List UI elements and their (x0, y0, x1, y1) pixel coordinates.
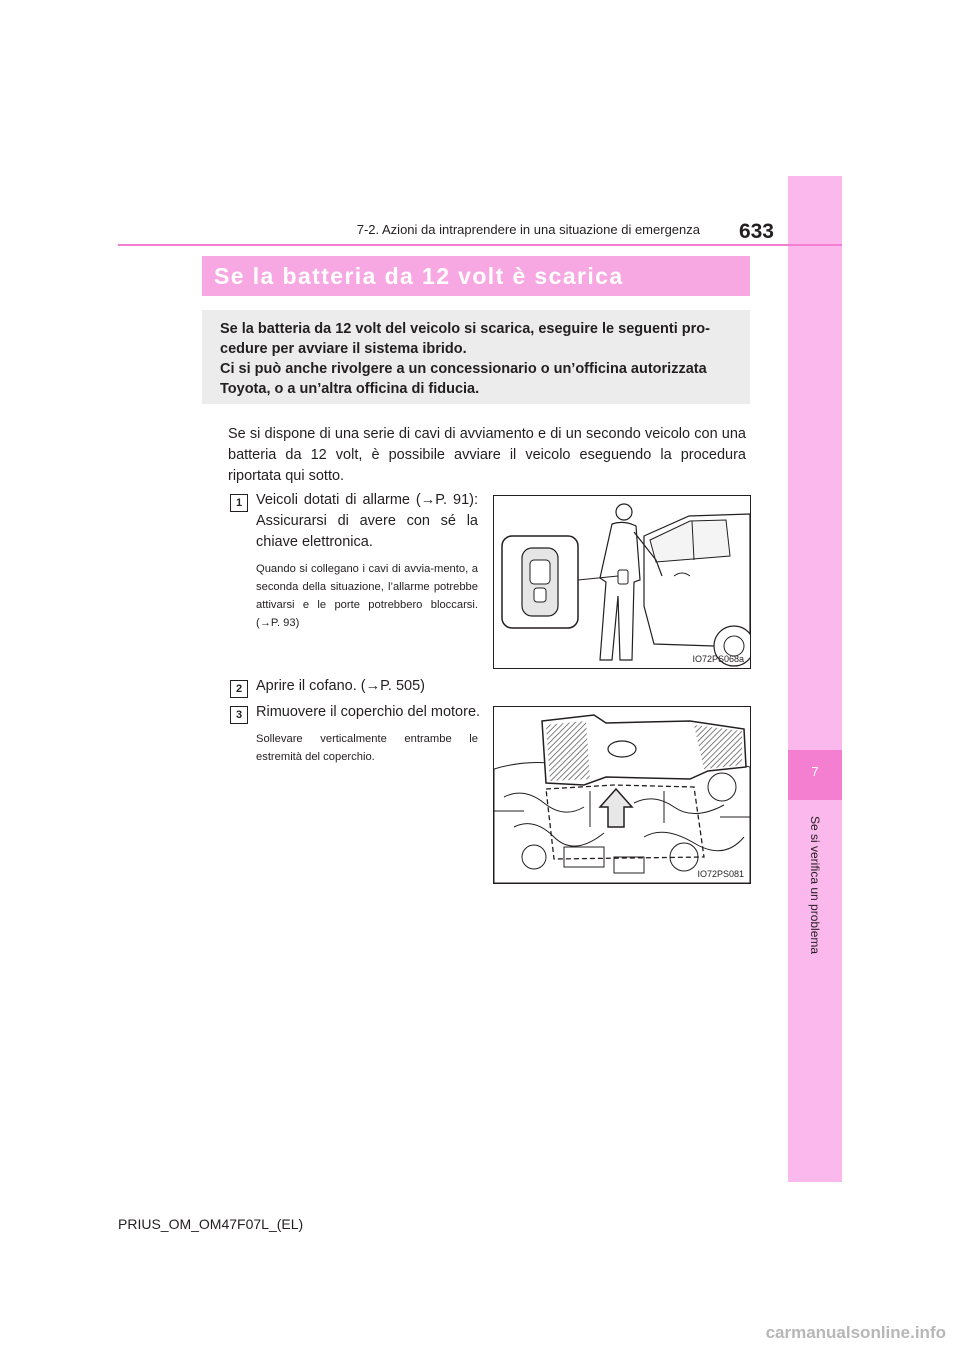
body-paragraph: Se si dispone di una serie di cavi di avviamento e di un secondo veicolo con una batteria da 12 volt, è possibile avviare il veicolo eseguendo la procedura riportata qui sotto. (228, 426, 746, 484)
intro-line: Se la batteria da 12 volt del veicolo si scarica, eseguire le seguenti pro- (220, 321, 710, 337)
intro-text (220, 319, 742, 399)
intro-line: Toyota, o a un’altra officina di fiducia. (220, 381, 480, 397)
engine-cover-illustration (494, 707, 750, 883)
car-window (650, 520, 730, 562)
figure-code: IO72PS081 (697, 869, 744, 879)
step-number-1: 1 (230, 494, 248, 512)
chapter-number: 7 (811, 764, 819, 779)
step-1-note: Quando si collegano i cavi di avvia-mento, a seconda della situazione, l’allarme potrebbe attivarsi e le porte potrebbero bloccarsi. (→P. 93) (256, 563, 478, 629)
step-number-2: 2 (230, 680, 248, 698)
figure-engine-cover (493, 706, 751, 884)
watermark: carmanualsonline.info (765, 1323, 946, 1342)
section-title: 7-2. Azioni da intraprendere in una situazione di emergenza (356, 222, 700, 237)
step-3-note: Sollevare verticalmente entrambe le estremità del coperchio. (256, 733, 478, 763)
person-body (600, 522, 640, 660)
chapter-title: Se si verifica un problema (808, 816, 822, 955)
intro-line: cedure per avviare il sistema ibrido. (220, 341, 467, 357)
cover-hatch-left (546, 721, 590, 781)
figure-code: IO72PS068a (692, 654, 744, 664)
chapter-side-tab (788, 176, 842, 1182)
figure-smart-key (493, 495, 751, 669)
page-title: Se la batteria da 12 volt è scarica (214, 263, 624, 289)
key-button (530, 560, 550, 584)
step-number-3: 3 (230, 706, 248, 724)
page-number: 633 (738, 220, 774, 243)
document-footer: PRIUS_OM_OM47F07L_(EL) (118, 1216, 304, 1232)
step-2-text: Aprire il cofano. (→P. 505) (256, 678, 425, 694)
smart-key-illustration (494, 496, 750, 668)
header-rule (118, 244, 842, 246)
key-logo (534, 588, 546, 602)
person-head (616, 504, 632, 520)
intro-line: Ci si può anche rivolgere a un concessionario o un’officina autorizzata (220, 361, 707, 377)
pocket-key (618, 570, 628, 584)
step-1-text: Veicoli dotati di allarme (→P. 91): Assicurarsi di avere con sé la chiave elettronica. (256, 492, 478, 550)
step-3-text: Rimuovere il coperchio del motore. (256, 704, 481, 720)
cover-cap (608, 741, 636, 757)
